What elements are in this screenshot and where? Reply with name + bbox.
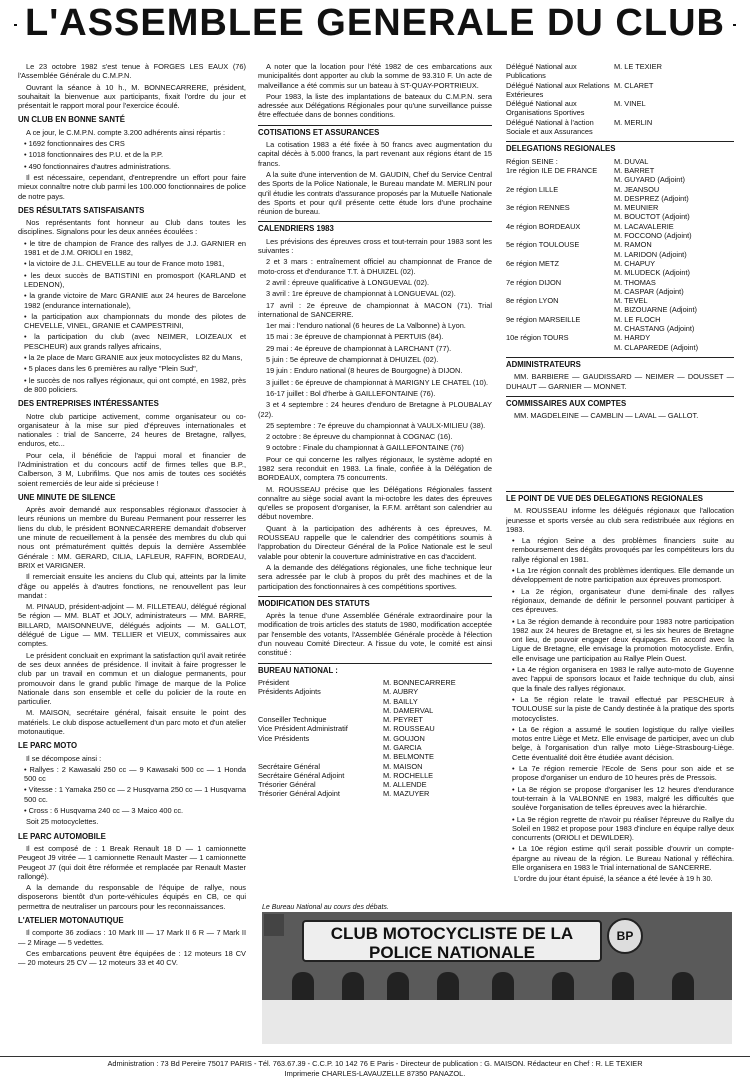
paragraph: Les prévisions des épreuves cross et tout-terrain pour 1983 sont les suivantes : [258, 236, 492, 256]
role-label [506, 231, 614, 240]
role-label [258, 706, 383, 715]
list-row [506, 333, 734, 342]
photo-caption: Le Bureau National au cours des débats. [262, 904, 389, 911]
paragraph: • Cross : 6 Husqvarna 240 cc — 3 Maico 400 cc. [24, 806, 184, 816]
list-row [506, 118, 734, 137]
paragraph: • 1692 fonctionnaires des CRS [24, 139, 125, 149]
paragraph: A la suite d'une intervention de M. GAUDIN, Chef du Service Central des Sports de la Police Nationale, le Bureau mandate M. MERLIN pour qu'il étudie les contrats d'assurance proposés par la Mutuelle Nationale des Sports et pour qu'il présente cette étude lors d'une prochaine réunion de bureau. [258, 169, 492, 217]
list-row [506, 194, 734, 203]
role-label [506, 212, 614, 221]
list-row [506, 203, 734, 212]
paragraph: • la 2e place de Marc GRANIE aux jeux motocyclistes 82 du Mans, [24, 353, 243, 363]
list-row [506, 343, 734, 352]
member-name: M. BAILLY [383, 696, 418, 706]
paragraph: L'ordre du jour étant épuisé, la séance a été levée à 19 h 30. [514, 874, 713, 884]
member-name: M. ALLENDE [383, 780, 427, 790]
paragraph: Pour 1983, la liste des implantations de bateaux du C.M.P.N. sera adressée aux Délégations Régionales pour qu'une surveillance puisse être effectuée dans de bonnes conditions. [258, 91, 492, 120]
name-list [506, 157, 734, 352]
footer [0, 1056, 750, 1079]
name-list [258, 678, 492, 799]
list-row [258, 789, 492, 798]
role-label: 4e région BORDEAUX [506, 221, 581, 231]
list-row [506, 222, 734, 231]
paragraph: A la demande des délégations régionales, une fiche technique leur sera adressée par le club à propos du prêt des machines et de la participation des fonctionnaires à ces compétitions sportives. [258, 562, 492, 591]
paragraph: • la grande victoire de Marc GRANIE aux 24 heures de Barcelone 1982 (endurance internationale), [24, 291, 246, 310]
list-row [506, 296, 734, 305]
role-label [506, 175, 614, 184]
list-row [258, 715, 492, 724]
name-list [506, 62, 734, 136]
member-name: M. VINEL [614, 99, 646, 109]
role-label: 5e région TOULOUSE [506, 240, 580, 250]
list-row [506, 81, 734, 100]
paragraph: 19 juin : Enduro national (8 heures de Bourgogne) à DIJON. [266, 366, 463, 376]
list-row [506, 287, 734, 296]
role-label: 2e région LILLE [506, 184, 559, 194]
section-heading: COTISATIONS ET ASSURANCES [258, 125, 492, 137]
list-row [506, 212, 734, 221]
paragraph: M. MAISON, secrétaire général, faisait ensuite le point des matériels. Le club dispose actuellement d'un parc moto et d'un atelier motonautique. [18, 708, 246, 736]
role-label [506, 268, 614, 277]
role-label: Région SEINE : [506, 156, 558, 166]
paragraph: • 1018 fonctionnaires des P.U. et de la P.P. [24, 150, 164, 160]
list-row [506, 305, 734, 314]
section-heading: COMMISSAIRES AUX COMPTES [506, 396, 734, 408]
section-heading: LE PARC AUTOMOBILE [18, 831, 106, 841]
member-name: M. THOMAS [614, 277, 656, 287]
role-label: Délégué National aux Organisations Sportives [506, 99, 585, 118]
role-label [506, 343, 614, 352]
list-row [506, 250, 734, 259]
paragraph: • La région Seine a des problèmes financiers suite au remboursement des dégâts provoqués par les compétiteurs lors du rallye régional en 1981. [512, 536, 734, 564]
member-name: M. HARDY [614, 333, 651, 343]
list-row [506, 99, 734, 118]
list-row [258, 697, 492, 706]
paragraph: Il est nécessaire, cependant, d'entreprendre un effort pour faire mieux connaître notre club parmi les 100.000 fonctionnaires de police de notre pays. [18, 172, 246, 201]
paragraph: • 490 fonctionnaires d'autres administrations. [24, 161, 171, 171]
page-title: L'ASSEMBLEE GENERALE DU CLUB [0, 2, 750, 44]
member-name: M. PEYRET [383, 715, 423, 725]
paragraph: Après la tenue d'une Assemblée Générale extraordinaire pour la modification de trois articles des statuts de 1980, modification acceptée par l'ensemble des votants, l'Assemblée Générale procède à l'élection d'un nouveau Comité Directeur. A l'issue du vote, le comité est ainsi constitué : [258, 611, 492, 658]
list-row [506, 324, 734, 333]
role-label: Conseiller Technique [258, 715, 327, 725]
member-name: M. DUVAL [614, 156, 649, 166]
paragraph: • Rallyes : 2 Kawasaki 250 cc — 9 Kawasaki 500 cc — 1 Honda 500 cc [24, 764, 246, 784]
paragraph: • la participation aux championnats du monde des pilotes de CHEVELLE, VINEL, GRANIE et CAMPESTRINI, [24, 311, 246, 331]
member-name: M. CLAPAREDE (Adjoint) [614, 342, 699, 352]
paragraph: M. ROUSSEAU informe les délégués régionaux que l'allocation jeunesse et sports versée au club sera redistribuée aux régions en 1983. [506, 506, 734, 534]
paragraph: 15 mai : 3e épreuve de championnat à PERTUIS (84). [266, 332, 444, 342]
member-name: M. BARRET [614, 165, 655, 175]
paragraph: 16-17 juillet : Bol d'herbe à GAILLEFONTAINE (76). [266, 388, 436, 398]
member-name: M. ROCHELLE [383, 770, 434, 780]
paragraph: Le 23 octobre 1982 s'est tenue à FORGES LES EAUX (76) l'Assemblée Générale du C.M.P.N. [18, 62, 246, 81]
paragraph: A noter que la location pour l'été 1982 de ces embarcations aux municipalités dont apporter au club la somme de 93.310 F. Un acte de malveillance a été commis sur un bateau à ST-QUAY-PORTRIEUX. [258, 62, 492, 90]
role-label: Délégué National aux Publications [506, 62, 577, 81]
member-name: M. BELMONTE [383, 752, 434, 762]
paragraph: • Vitesse : 1 Yamaka 250 cc — 2 Husqvarna 250 cc — 1 Husqvarna 500 cc. [24, 785, 246, 804]
paragraph: MM. MAGDELEINE — CAMBLIN — LAVAL — GALLOT. [514, 411, 699, 421]
role-label [506, 324, 614, 333]
paragraph: • La 8e région se propose d'organiser les 12 heures d'endurance tout-terrain à la VALBONNE en 1983, malgré les difficultés que soulève l'organisation de telles épreuves avec la hiérarchie. [512, 784, 734, 813]
club-banner: CLUB MOTOCYCLISTE DE LA POLICE NATIONALE [302, 920, 602, 962]
member-name: M. TEVEL [614, 296, 648, 306]
section-heading: LE POINT DE VUE DES DELEGATIONS REGIONALES [506, 491, 734, 503]
list-row [506, 175, 734, 184]
member-name: M. MLUDECK (Adjoint) [614, 268, 690, 278]
list-row [258, 771, 492, 780]
member-name: M. GOUJON [383, 733, 425, 743]
list-row [258, 724, 492, 733]
paragraph: M. ROUSSEAU précise que les Délégations Régionales fassent connaître au siège social avant la mi-octobre les dates des épreuves qu'elles se proposent d'organiser, la F.F.M. arrêtant son calendrier au début novembre. [258, 484, 492, 522]
list-row [506, 62, 734, 81]
role-label: Trésorier Général [258, 780, 316, 790]
member-name: M. BONNECARRERE [383, 677, 456, 687]
column-3-bottom [506, 486, 734, 902]
paragraph: 17 avril : 2e épreuve de championnat à MACON (71). Trial international de SANCERRE. [258, 300, 492, 319]
role-label: Délégué National aux Relations Extérieures [506, 80, 610, 99]
list-row [258, 678, 492, 687]
role-label: 3e région RENNES [506, 203, 570, 213]
paragraph: Notre club participe activement, comme organisateur ou co-organisateur à la mise sur pied d'épreuves internationales et nationales : trial de Sancerre, 24 heures de Bretagne, rallyes, enduros, etc... [18, 411, 246, 449]
list-row [258, 752, 492, 761]
role-label [506, 250, 614, 259]
list-row [258, 743, 492, 752]
role-label: Secrétaire Général Adjoint [258, 770, 345, 780]
list-row [258, 762, 492, 771]
role-label: 9e région MARSEILLE [506, 314, 581, 324]
member-name: M. LE FLOCH [614, 314, 661, 324]
paragraph: Ces embarcations peuvent être équipées de : 12 moteurs 18 CV — 20 moteurs 25 CV — 12 moteurs 33 et 40 CV. [18, 948, 246, 968]
paragraph: 3 et 4 septembre : 24 heures d'enduro de Bretagne à PLOUBALAY (22). [258, 400, 492, 419]
paragraph: • La 4e région organisera en 1983 le rallye auto-moto de Guyenne avec l'appui de sponsors locaux et l'aide technique du club, ainsi que la finale des rallyes régionaux. [512, 665, 734, 693]
role-label: Délégué National à l'action Sociale et aux Assurances [506, 117, 594, 137]
member-name: M. BIZOUARNE (Adjoint) [614, 305, 697, 315]
column-3-top [506, 62, 734, 488]
paragraph: • La 7e région remercie l'Ecole de Sens pour son aide et se propose d'organiser un enduro de 10 heures près de Pressois. [512, 764, 734, 783]
member-name: M. DESPREZ (Adjoint) [614, 193, 689, 203]
bureau-photo [262, 912, 732, 1044]
member-name: M. ROUSSEAU [383, 724, 435, 734]
paragraph: Nos représentants font honneur au Club dans toutes les disciplines. Signalons pour les deux années écoulées : [18, 218, 246, 237]
paragraph: Ouvrant la séance à 10 h., M. BONNECARRERE, président, souhaitait la bienvenue aux participants, fixait l'ordre du jour et présentait le rapport moral pour l'exercice écoulé. [18, 82, 246, 111]
paragraph: 2 octobre : 8e épreuve du championnat à COGNAC (16). [266, 432, 453, 442]
role-label: Présidents Adjoints [258, 687, 321, 697]
paragraph: Pour cela, il bénéficie de l'appui moral et financier de l'Administration et du concours actif de firmes telles que B.P., Calberson, 3 M, Lubrifilms. Que nos amis de toutes ces sociétés soient remerciés de leur aide si précieuse ! [18, 450, 246, 488]
role-label [258, 743, 383, 752]
role-label: 8e région LYON [506, 296, 559, 306]
section-heading: DES ENTREPRISES INTÉRESSANTES [18, 399, 159, 409]
role-label [506, 194, 614, 203]
paragraph: MM. BARBIERE — GAUDISSARD — NEIMER — DOUSSET — DUHAUT — GARNIER — MONNET. [506, 372, 734, 391]
section-heading: CALENDRIERS 1983 [258, 221, 492, 233]
paragraph: 25 septembre : 7e épreuve du championnat à VAULX-MILIEU (38). [266, 420, 486, 430]
paragraph: • La 2e région, organisateur d'une demi-finale des rallyes régionaux, demande de définir le personnel pouvant participer à ces épreuves. [512, 586, 734, 615]
paragraph: Il est composé de : 1 Break Renault 18 D — 1 camionnette Peugeot J9 vitrée — 1 camionnette Renault Master — 1 camionnette Peugeot J7 (qui doit être réformée et remplacée par Renault Master rallongé). [18, 843, 246, 881]
paragraph: A ce jour, le C.M.P.N. compte 3.200 adhérents ainsi répartis : [26, 127, 226, 137]
paragraph: 3 avril : 1re épreuve de championnat à LONGUEVAL (02). [266, 289, 456, 299]
section-heading: L'ATELIER MOTONAUTIQUE [18, 916, 124, 926]
club-emblem [264, 914, 284, 936]
paragraph: M. PINAUD, président-adjoint — M. FILLETEAU, délégué régional 5e région — MM. BLAT et JOLY, administrateurs — MM. BARRE, BILLARD, MAISONNEUVE, délégués adjoints — M. GALLOT, délégué de Ligue — MM. TELLIER et VIEUX, commissaires aux comptes. [18, 602, 246, 649]
paragraph: • le succès de nos rallyes régionaux, qui ont compté, en 1982, près de 800 policiers. [24, 375, 246, 394]
list-row [258, 706, 492, 715]
paragraph: Soit 25 motocyclettes. [26, 817, 99, 827]
member-name: M. MAISON [383, 761, 423, 771]
paragraph: A la demande du responsable de l'équipe de rallye, nous disposerons bientôt d'un porte-véhicules équipés en CB, ce qui permettra de neutraliser un parcours pour les reconnaissances. [18, 883, 246, 911]
paragraph: • les deux succès de BATISTINI en promosport (KARLAND et LEDENON), [24, 270, 246, 289]
paragraph: Après avoir demandé aux responsables régionaux d'associer à leurs réunions un membre du Bureau Permanent pour resserrer les liens du club, le président BONNECARRERE demandait d'observer une minute de recueillement à la pensée des membres du club qui nous ont prématurément quittés depuis la dernière Assemblée Générale : MM. GERARD, CILIA, LAFLEUR, RAFFIN, BORDEAU, BRIX et VARIGNER. [18, 505, 246, 570]
paragraph: • le titre de champion de France des rallyes de J.J. GARNIER en 1981 et de J.M. ORIOLI en 1982, [24, 238, 246, 258]
list-row [506, 278, 734, 287]
paragraph: Pour ce qui concerne les rallyes régionaux, le système adopté en 1982 sera reconduit en 1983. La finale, confiée à la Délégation de BORDEAUX, comptera 75 concurrents. [258, 454, 492, 483]
member-name: M. MERLIN [614, 117, 653, 127]
member-name: M. CLARET [614, 80, 654, 90]
list-row [506, 231, 734, 240]
paragraph: • La 6e région a assumé le soutien logistique du rallye vieilles motos entre Liège et Metz. Elle envisage de participer, avec un club belge, à l'organisation d'un rallye moto Liège-Strasbourg-Liège. Cette éventualité doit être étudiée avant décision. [512, 724, 734, 762]
member-name: M. FOCCONO (Adjoint) [614, 231, 692, 241]
role-label: 1re région ILE DE FRANCE [506, 165, 598, 175]
paragraph: • La 3e région demande à reconduire pour 1983 notre participation 1982 aux 24 heures de Bretagne et, si les six heures de Bretagne ont lieu, de pouvoir engager deux équipages. En accord avec la Ligue de Bretagne, elle envisage la promotion motocycliste. Enfin, elle envisage une participation au Rallye Plein Ouest. [512, 616, 734, 663]
paragraph: Le président concluait en exprimant la satisfaction qu'il avait retirée de ses deux années de présidence. Il invitait à faire progresser le club par un travail en commun et un dialogue permanents, pour promouvoir dans le grand public l'image de marque de la Police Nationale dans son ensemble et celle du policier de la route en particulier. [18, 650, 246, 707]
section-heading: MODIFICATION DES STATUTS [258, 596, 492, 608]
role-label: Vice Présidents [258, 733, 310, 743]
role-label: 10e région TOURS [506, 333, 569, 343]
bp-logo: BP [607, 918, 643, 954]
list-row [506, 240, 734, 249]
paragraph: 2 avril : épreuve qualificative à LONGUEVAL (02). [266, 277, 430, 287]
member-name: M. GARCIA [383, 743, 422, 752]
role-label: Secrétaire Général [258, 761, 321, 771]
list-row [506, 157, 734, 166]
section-heading: DES RÉSULTATS SATISFAISANTS [18, 205, 145, 215]
role-label: 6e région METZ [506, 258, 559, 268]
member-name: M. LE TEXIER [614, 62, 662, 71]
section-heading: UNE MINUTE DE SILENCE [18, 492, 116, 502]
paragraph: 3 juillet : 6e épreuve de championnat à MARIGNY LE CHATEL (10). [266, 377, 489, 387]
role-label [506, 287, 614, 296]
member-name: M. MAZUYER [383, 789, 430, 799]
member-name: M. GUYARD (Adjoint) [614, 175, 685, 185]
list-row [258, 687, 492, 696]
paragraph: • 5 places dans les 6 premières au rallye "Plein Sud", [24, 364, 198, 374]
paragraph: • La 1re région connaît des problèmes identiques. Elle demande un développement de notre participation aux épreuves promosport. [512, 566, 734, 585]
member-name: M. CHASTANG (Adjoint) [614, 324, 695, 334]
section-heading: ADMINISTRATEURS [506, 357, 734, 369]
role-label [258, 697, 383, 706]
list-row [258, 734, 492, 743]
role-label: Président [258, 677, 290, 687]
list-row [506, 259, 734, 268]
paragraph: Il se décompose ainsi : [26, 753, 102, 763]
section-heading: DELEGATIONS REGIONALES [506, 141, 734, 153]
paragraph: Quant à la participation des adhérents à ces épreuves, M. ROUSSEAU rappelle que le calendrier des compétitions soumis à l'approbation du Directeur Général de la Police Nationale est le seul valable pour obtenir la couverture administrative en cas d'accident. [258, 523, 492, 561]
member-name: M. AUBRY [383, 687, 419, 697]
list-row [506, 315, 734, 324]
section-heading: UN CLUB EN BONNE SANTÉ [18, 115, 125, 125]
member-name: M. MEUNIER [614, 203, 659, 213]
paragraph: Il comporte 36 zodiacs : 10 Mark III — 17 Mark II 6 R — 7 Mark II — 2 Mirage — 5 vedettes. [18, 928, 246, 947]
paragraph: La cotisation 1983 a été fixée à 50 francs avec augmentation du capital décès à 5.000 francs, la part revenant aux régions étant de 15 francs. [258, 140, 492, 168]
member-name: M. CHAPUY [614, 258, 656, 268]
member-name: M. LARIDON (Adjoint) [614, 249, 687, 259]
paragraph: • La 9e région regrette de n'avoir pu réaliser l'épreuve du Rallye du Soleil en 1982 et propose pour 1983 d'inclure en équipe rallye deux concurrents (ORIOLI et DEWILDER). [512, 814, 734, 843]
list-row [506, 185, 734, 194]
role-label: Vice Président Administratif [258, 724, 348, 734]
member-name: M. DAMERVAL [383, 705, 434, 715]
member-name: M. CASPAR (Adjoint) [614, 286, 684, 296]
member-name: M. JEANSOU [614, 184, 660, 194]
paragraph: 1er mai : l'enduro national (6 heures de La Valbonne) à Lyon. [266, 321, 466, 331]
paragraph: 29 mai : 4e épreuve de championnat à LARCHANT (77). [266, 343, 452, 353]
paragraph: 9 octobre : Finale du championnat à GAILLEFONTAINE (76) [266, 443, 464, 453]
paragraph: Il remerciait ensuite les anciens du Club qui, atteints par la limite d'âge ou appelés à d'autres fonctions, ne renouvellent pas leur mandat : [18, 572, 246, 600]
member-name: M. BOUCTOT (Adjoint) [614, 212, 690, 222]
list-row [506, 166, 734, 175]
member-name: M. RAMON [614, 240, 652, 250]
paragraph: • La 5e région relate le travail effectué par PESCHEUR à TOULOUSE sur la piste de Candy destinée à la pratique des sports motocyclistes. [512, 694, 734, 723]
role-label: Trésorier Général Adjoint [258, 789, 340, 799]
paragraph: • La 10e région estime qu'il serait possible d'ouvrir un compte-épargne au niveau de la région. Le Bureau National y réfléchira. Elle organisera en 1983 le Trial international de SANCERRE. [512, 844, 734, 872]
role-label [506, 305, 614, 314]
list-row [506, 268, 734, 277]
footer-line-1: Administration : 73 Bd Pereire 75017 PARIS - Tél. 763.67.39 - C.C.P. 10 142 76 E Paris - Directeur de publication : G. MAISON. Rédacteur en Chef : R. LE TEXIER [107, 1059, 643, 1068]
paragraph: 2 et 3 mars : entraînement officiel au championnat de France de moto-cross et d'endurance T.T. à DHUIZEL (02). [258, 257, 492, 276]
paragraph: 5 juin : 5e épreuve de championnat à DHUIZEL (02). [266, 355, 439, 365]
section-heading: LE PARC MOTO [18, 741, 78, 751]
role-label [258, 752, 383, 761]
member-name: M. LACAVALERIE [614, 221, 674, 231]
section-heading: BUREAU NATIONAL : [258, 663, 492, 675]
paragraph: • la victoire de J.L. CHEVELLE au tour de France moto 1981, [24, 259, 225, 269]
column-1 [18, 62, 246, 1052]
footer-line-2: Imprimerie CHARLES-LAVAUZELLE 87350 PANAZOL. [284, 1069, 466, 1078]
role-label: 7e région DIJON [506, 277, 562, 287]
paragraph: • la participation du club (avec NEIMER, LOIZEAUX et PESCHEUR) aux grands rallyes africains, [24, 332, 246, 351]
conference-table [262, 1000, 732, 1044]
list-row [258, 780, 492, 789]
